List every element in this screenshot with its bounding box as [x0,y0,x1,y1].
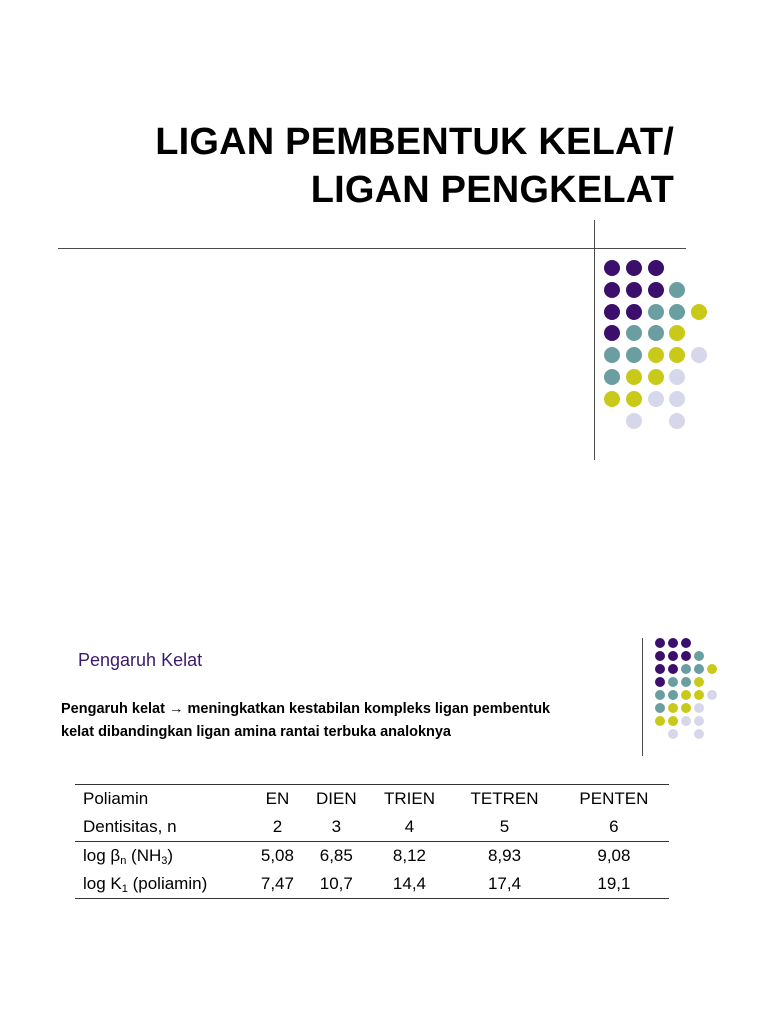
dot-yellow [648,347,664,363]
horizontal-divider [58,248,686,249]
slide1-title-line2: LIGAN PENGKELAT [310,169,674,211]
dot-purple [668,638,678,648]
dot-teal [655,690,665,700]
table-row-label: Dentisitas, n [83,817,177,836]
dot-purple [668,664,678,674]
dot-teal [668,690,678,700]
table-cell: 19,1 [559,870,669,899]
slide1-title [34,118,674,214]
dot-purple [655,677,665,687]
dot-teal [604,369,620,385]
vertical-divider [594,220,595,460]
dot-teal [655,703,665,713]
dot-lavender [648,391,664,407]
dot-teal [669,304,685,320]
dot-yellow [694,677,704,687]
dot-teal [648,325,664,341]
table-row-label: $\log \beta_n$ $(NH_3)$ [75,842,251,871]
table-cell: 5,08 [251,842,304,871]
dot-teal [604,347,620,363]
dot-yellow [604,391,620,407]
table-row-log-k [75,870,669,899]
dot-yellow [626,391,642,407]
dot-lavender [691,347,707,363]
dot-teal [648,304,664,320]
table-cell: 17,4 [450,870,559,899]
dot-purple [604,282,620,298]
dot-purple [655,651,665,661]
table-header-label: Poliamin [75,785,251,814]
dot-yellow [691,304,707,320]
table-col-header: DIEN [304,785,369,814]
dot-teal [626,347,642,363]
body-line-1: Pengaruh kelat → meningkatkan kestabilan kompleks ligan pembentuk [61,701,551,717]
table-cell: 9,08 [559,842,669,871]
slide2-heading: Pengaruh Kelat [78,650,203,670]
dot-lavender [694,716,704,726]
dot-yellow [707,664,717,674]
dot-lavender [694,729,704,739]
polyamine-table [75,784,669,899]
table-header-row [75,785,669,814]
dot-purple [604,304,620,320]
dot-purple [648,260,664,276]
table-col-header: TETREN [450,785,559,814]
dot-teal [681,677,691,687]
dot-yellow [681,703,691,713]
dot-teal [668,677,678,687]
slide1-title-line1: LIGAN PEMBENTUK KELAT/ [155,121,674,163]
dot-yellow [694,690,704,700]
dot-teal [681,664,691,674]
table-cell: 10,7 [304,870,369,899]
dot-teal [694,664,704,674]
dot-lavender [669,391,685,407]
table-row-dentisitas [75,813,669,842]
dot-purple [655,638,665,648]
dot-yellow [648,369,664,385]
dot-purple [604,260,620,276]
dot-purple [604,325,620,341]
dot-yellow [669,347,685,363]
dot-lavender [669,369,685,385]
table-cell: 6,85 [304,842,369,871]
dot-lavender [694,703,704,713]
dot-purple [626,260,642,276]
table-cell: 14,4 [369,870,450,899]
table-cell: 2 [272,817,283,836]
dot-purple [648,282,664,298]
slide2-body-text [61,698,641,744]
table-cell: 3 [331,817,342,836]
dot-yellow [626,369,642,385]
dot-lavender [669,413,685,429]
dot-yellow [669,325,685,341]
table-cell: 8,12 [369,842,450,871]
table-cell: 6 [609,817,619,836]
table-col-header: PENTEN [559,785,669,814]
dot-yellow [681,690,691,700]
dot-purple [655,664,665,674]
table-cell: 4 [404,817,415,836]
table-cell: 7,47 [251,870,304,899]
dot-lavender [668,729,678,739]
table-row-label: $\log K_1$ (poliamin) [75,870,251,899]
table-col-header: EN [251,785,304,814]
dot-teal [669,282,685,298]
dot-lavender [707,690,717,700]
dot-teal [694,651,704,661]
table-cell: 5 [499,817,510,836]
dot-purple [626,282,642,298]
dot-teal [626,325,642,341]
dot-purple [668,651,678,661]
dot-yellow [668,716,678,726]
dot-lavender [626,413,642,429]
dot-purple [681,651,691,661]
dot-yellow [668,703,678,713]
table-col-header: TRIEN [369,785,450,814]
table-row-log-beta [75,842,669,871]
dot-lavender [681,716,691,726]
table-cell: 8,93 [450,842,559,871]
vertical-divider-small [642,638,643,756]
dot-purple [626,304,642,320]
body-line-2: kelat dibandingkan ligan amina rantai terbuka analoknya [61,724,451,740]
dot-yellow [655,716,665,726]
dot-purple [681,638,691,648]
